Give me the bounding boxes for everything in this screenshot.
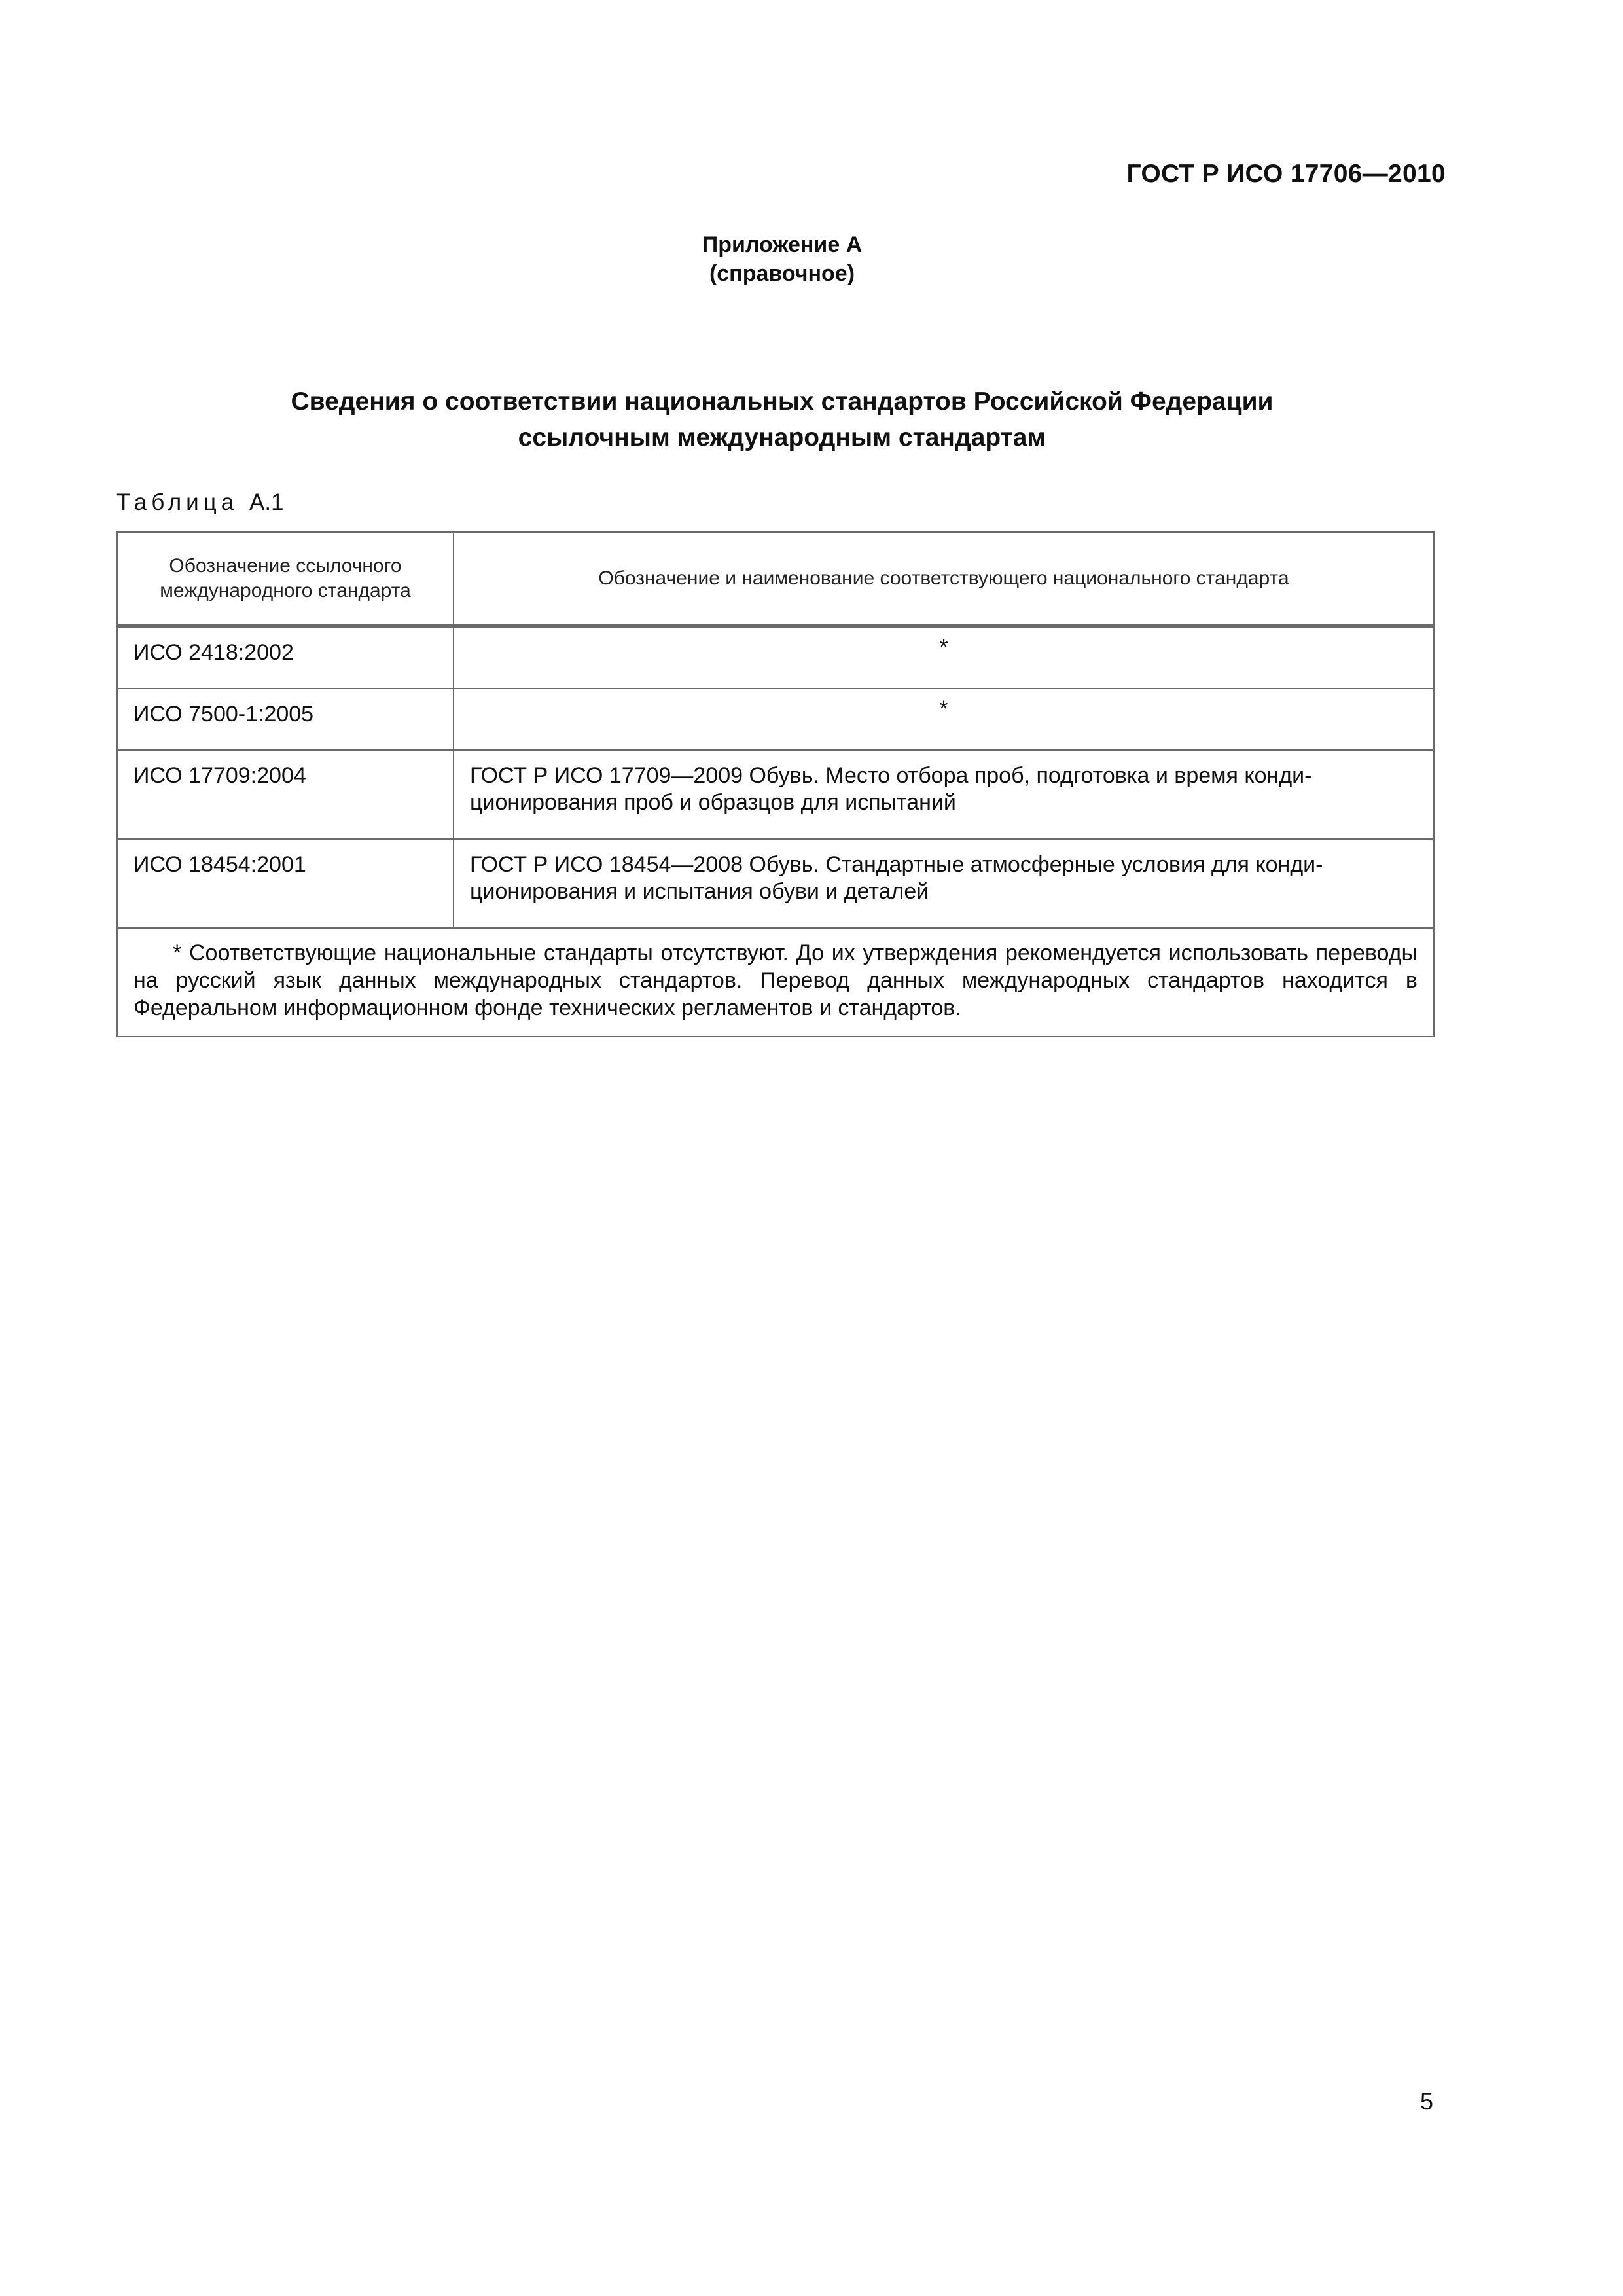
section-title-line-2: ссылочным международным стандартам bbox=[518, 423, 1046, 452]
page-number: 5 bbox=[1419, 2088, 1433, 2115]
cell-iso-standard: ИСО 17709:2004 bbox=[117, 750, 454, 839]
correspondence-table bbox=[116, 531, 1435, 1037]
header-national-text: Обозначение и наименование соответствующего национального стандарта bbox=[598, 567, 1289, 589]
appendix-type: (справочное) bbox=[709, 261, 855, 286]
section-title-line-1: Сведения о соответствии национальных стандартов Российской Федерации bbox=[291, 387, 1274, 416]
table-caption-number: А.1 bbox=[249, 490, 284, 515]
header-cell-iso bbox=[117, 532, 454, 626]
section-title bbox=[0, 384, 1564, 456]
cell-national-standard bbox=[454, 750, 1434, 839]
cell-iso-standard: ИСО 7500-1:2005 bbox=[117, 689, 454, 750]
header-cell-national bbox=[454, 532, 1434, 626]
appendix-label: Приложение А bbox=[702, 232, 863, 257]
cell-national-standard bbox=[454, 839, 1434, 928]
national-standard-line-1: ГОСТ Р ИСО 18454—2008 Обувь. Стандартные атмосферные условия для конди- bbox=[470, 852, 1323, 877]
table-row bbox=[117, 626, 1434, 689]
table-footnote-row bbox=[117, 928, 1434, 1037]
header-iso-line-2: международного стандарта bbox=[160, 580, 411, 601]
cell-national-standard: * bbox=[454, 626, 1434, 689]
header-iso-line-1: Обозначение ссылочного bbox=[169, 555, 402, 577]
document-code: ГОСТ Р ИСО 17706—2010 bbox=[1126, 160, 1446, 188]
table-caption-word: Таблица bbox=[116, 490, 239, 515]
cell-iso-standard: ИСО 18454:2001 bbox=[117, 839, 454, 928]
table-header-row bbox=[117, 532, 1434, 626]
table-row bbox=[117, 750, 1434, 839]
table-row bbox=[117, 689, 1434, 750]
national-standard-line-1: ГОСТ Р ИСО 17709—2009 Обувь. Место отбора проб, подготовка и время конди- bbox=[470, 763, 1312, 788]
table-footnote: * Соответствующие национальные стандарты отсутствуют. До их утверждения рекомендуется использовать переводы на русский язык данных международных стандартов. Перевод данных международных стандартов находится в Федеральном информационном фонде технических регламентов и стандартов. bbox=[134, 941, 1418, 1020]
cell-national-standard: * bbox=[454, 689, 1434, 750]
national-standard-line-2: ционирования и испытания обуви и деталей bbox=[470, 879, 929, 904]
appendix-heading bbox=[0, 230, 1564, 288]
table-row bbox=[117, 839, 1434, 928]
national-standard-line-2: ционирования проб и образцов для испытаний bbox=[470, 790, 956, 815]
cell-iso-standard: ИСО 2418:2002 bbox=[117, 626, 454, 689]
table-caption bbox=[116, 490, 284, 516]
table-footnote-cell bbox=[117, 928, 1434, 1037]
